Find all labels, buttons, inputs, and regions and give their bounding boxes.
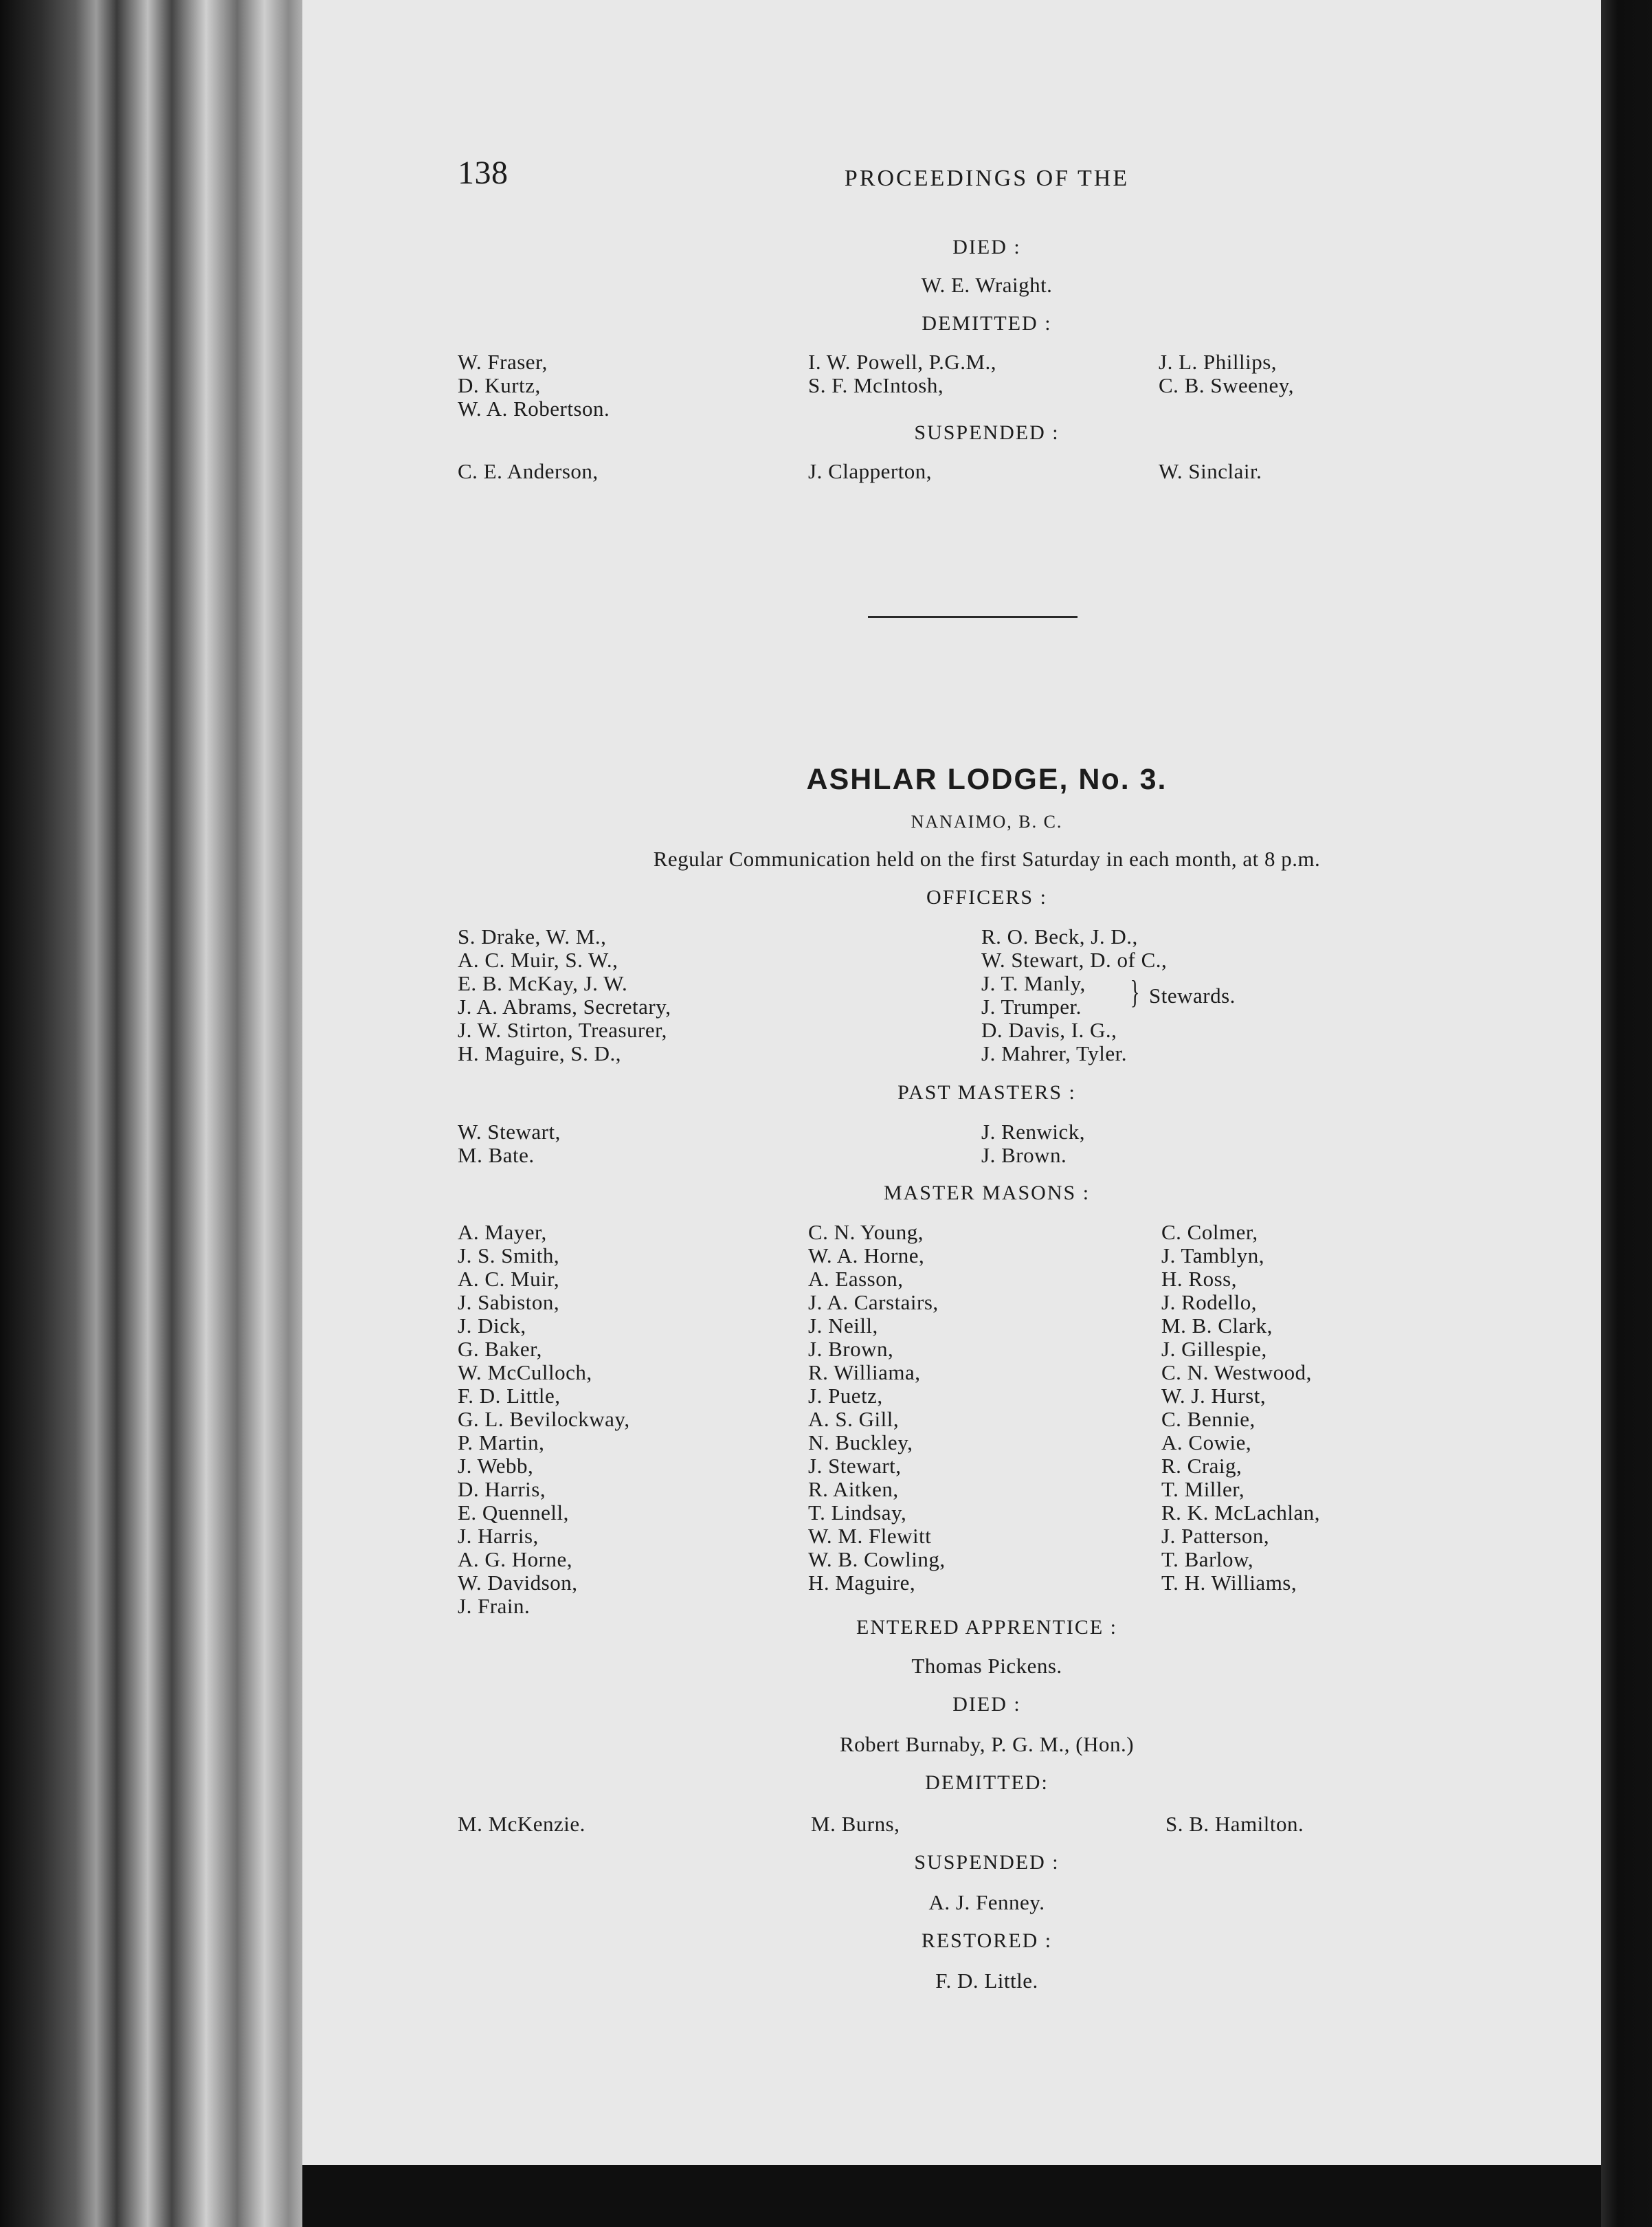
- mason: C. N. Westwood,: [1161, 1360, 1312, 1384]
- mason: W. B. Cowling,: [808, 1547, 946, 1571]
- mason: R. Craig,: [1161, 1454, 1242, 1478]
- mason: A. G. Horne,: [458, 1547, 572, 1571]
- demitted-name: C. B. Sweeney,: [1159, 373, 1294, 397]
- lodge-title: ASHLAR LODGE, No. 3.: [806, 763, 1168, 796]
- demitted-name: J. L. Phillips,: [1159, 350, 1277, 374]
- mason: J. Rodello,: [1161, 1290, 1257, 1314]
- restored-name: F. D. Little.: [935, 1969, 1038, 1993]
- entered-apprentice-heading: ENTERED APPRENTICE :: [856, 1616, 1118, 1639]
- mason: P. Martin,: [458, 1430, 545, 1454]
- mason: W. M. Flewitt: [808, 1524, 932, 1548]
- running-head: PROCEEDINGS OF THE: [844, 166, 1130, 191]
- mason: J. A. Carstairs,: [808, 1290, 939, 1314]
- mason: G. L. Bevilockway,: [458, 1407, 630, 1431]
- officers-left: [458, 925, 671, 1065]
- mason: W. J. Hurst,: [1161, 1384, 1266, 1408]
- section-divider: [868, 616, 1078, 618]
- suspended-name: C. E. Anderson,: [458, 459, 599, 483]
- officers-heading: OFFICERS :: [926, 886, 1047, 909]
- died-heading: DIED :: [952, 1693, 1021, 1716]
- stewards-brace: }: [1130, 974, 1140, 1010]
- mason: J. Dick,: [458, 1314, 526, 1338]
- mason: R. Aitken,: [808, 1477, 899, 1501]
- mason: W. A. Horne,: [808, 1243, 925, 1267]
- restored-heading: RESTORED :: [921, 1929, 1053, 1952]
- mason: J. Brown,: [808, 1337, 894, 1361]
- demitted-name: D. Kurtz,: [458, 373, 541, 397]
- demitted-col3-top: [1159, 351, 1294, 397]
- mason: M. B. Clark,: [1161, 1314, 1273, 1338]
- mason: E. Quennell,: [458, 1500, 569, 1525]
- suspended-heading-top: SUSPENDED :: [914, 421, 1060, 444]
- mason: J. Frain.: [458, 1594, 531, 1618]
- demitted-name: S. B. Hamilton.: [1165, 1812, 1304, 1836]
- mason: A. C. Muir,: [458, 1267, 560, 1291]
- past-masters-left: [458, 1120, 561, 1167]
- bottom-shadow: [302, 2165, 1601, 2227]
- page-number: 138: [458, 155, 509, 191]
- master-masons-heading: MASTER MASONS :: [883, 1182, 1091, 1204]
- demitted-name: M. McKenzie.: [458, 1812, 585, 1836]
- mason: T. Barlow,: [1161, 1547, 1254, 1571]
- mason: J. Harris,: [458, 1524, 539, 1548]
- mason: J. Gillespie,: [1161, 1337, 1267, 1361]
- officer: J. A. Abrams, Secretary,: [458, 995, 671, 1019]
- demitted-heading-top: DEMITTED :: [922, 312, 1052, 335]
- officer: R. O. Beck, J. D.,: [981, 924, 1138, 949]
- mason: A. Mayer,: [458, 1220, 547, 1244]
- mason: H. Ross,: [1161, 1267, 1237, 1291]
- died-heading-top: DIED :: [952, 236, 1021, 258]
- suspended-name: A. J. Fenney.: [928, 1890, 1045, 1914]
- mason: W. McCulloch,: [458, 1360, 592, 1384]
- suspended-name: W. Sinclair.: [1159, 459, 1262, 483]
- officer: S. Drake, W. M.,: [458, 924, 607, 949]
- binding-edge: [1600, 0, 1652, 2227]
- past-masters-heading: PAST MASTERS :: [897, 1081, 1076, 1104]
- mason: J. Webb,: [458, 1454, 534, 1478]
- officer: A. C. Muir, S. W.,: [458, 948, 618, 972]
- mason: T. H. Williams,: [1161, 1571, 1297, 1595]
- book-page-edges: [0, 0, 323, 2227]
- master-masons-col1: [458, 1221, 630, 1618]
- demitted-col2-top: [808, 351, 996, 397]
- demitted-col1-top: [458, 351, 610, 421]
- died-name-top: W. E. Wraight.: [921, 273, 1053, 297]
- mason: T. Lindsay,: [808, 1500, 907, 1525]
- demitted-name: W. Fraser,: [458, 350, 548, 374]
- mason: J. Puetz,: [808, 1384, 883, 1408]
- mason: N. Buckley,: [808, 1430, 913, 1454]
- demitted-heading: DEMITTED:: [925, 1771, 1049, 1794]
- past-master: J. Renwick,: [981, 1120, 1086, 1144]
- demitted-name: W. A. Robertson.: [458, 397, 610, 421]
- mason: J. S. Smith,: [458, 1243, 560, 1267]
- demitted-name: M. Burns,: [811, 1812, 900, 1836]
- demitted-name: I. W. Powell, P.G.M.,: [808, 350, 997, 374]
- mason: G. Baker,: [458, 1337, 542, 1361]
- officer: J. W. Stirton, Treasurer,: [458, 1018, 667, 1042]
- officer: W. Stewart, D. of C.,: [981, 948, 1168, 972]
- master-masons-col2: [808, 1221, 946, 1595]
- mason: R. K. McLachlan,: [1161, 1500, 1320, 1525]
- mason: J. Tamblyn,: [1161, 1243, 1265, 1267]
- mason: J. Sabiston,: [458, 1290, 560, 1314]
- mason: W. Davidson,: [458, 1571, 578, 1595]
- past-masters-right: [981, 1120, 1085, 1167]
- stewards-label: Stewards.: [1149, 984, 1236, 1008]
- officer: J. T. Manly,: [981, 971, 1086, 995]
- mason: C. Colmer,: [1161, 1220, 1258, 1244]
- officer: D. Davis, I. G.,: [981, 1018, 1117, 1042]
- past-master: M. Bate.: [458, 1143, 535, 1167]
- suspended-name: J. Clapperton,: [808, 459, 933, 483]
- master-masons-col3: [1161, 1221, 1320, 1595]
- mason: J. Stewart,: [808, 1454, 902, 1478]
- mason: D. Harris,: [458, 1477, 546, 1501]
- mason: F. D. Little,: [458, 1384, 561, 1408]
- officer: J. Mahrer, Tyler.: [981, 1041, 1127, 1065]
- mason: J. Patterson,: [1161, 1524, 1270, 1548]
- mason: J. Neill,: [808, 1314, 878, 1338]
- died-name: Robert Burnaby, P. G. M., (Hon.): [839, 1732, 1135, 1756]
- lodge-communication: Regular Communication held on the first Saturday in each month, at 8 p.m.: [653, 847, 1321, 871]
- mason: R. Williama,: [808, 1360, 921, 1384]
- officer: E. B. McKay, J. W.: [458, 971, 628, 995]
- mason: H. Maguire,: [808, 1571, 916, 1595]
- mason: A. Cowie,: [1161, 1430, 1252, 1454]
- officer: J. Trumper.: [981, 995, 1082, 1019]
- mason: A. Easson,: [808, 1267, 904, 1291]
- lodge-location: NANAIMO, B. C.: [911, 812, 1063, 832]
- demitted-name: S. F. McIntosh,: [808, 373, 944, 397]
- mason: T. Miller,: [1161, 1477, 1245, 1501]
- mason: A. S. Gill,: [808, 1407, 900, 1431]
- mason: C. N. Young,: [808, 1220, 924, 1244]
- officer: H. Maguire, S. D.,: [458, 1041, 622, 1065]
- past-master: W. Stewart,: [458, 1120, 561, 1144]
- mason: C. Bennie,: [1161, 1407, 1255, 1431]
- entered-apprentice-name: Thomas Pickens.: [911, 1654, 1062, 1678]
- suspended-heading: SUSPENDED :: [914, 1851, 1060, 1874]
- past-master: J. Brown.: [981, 1143, 1067, 1167]
